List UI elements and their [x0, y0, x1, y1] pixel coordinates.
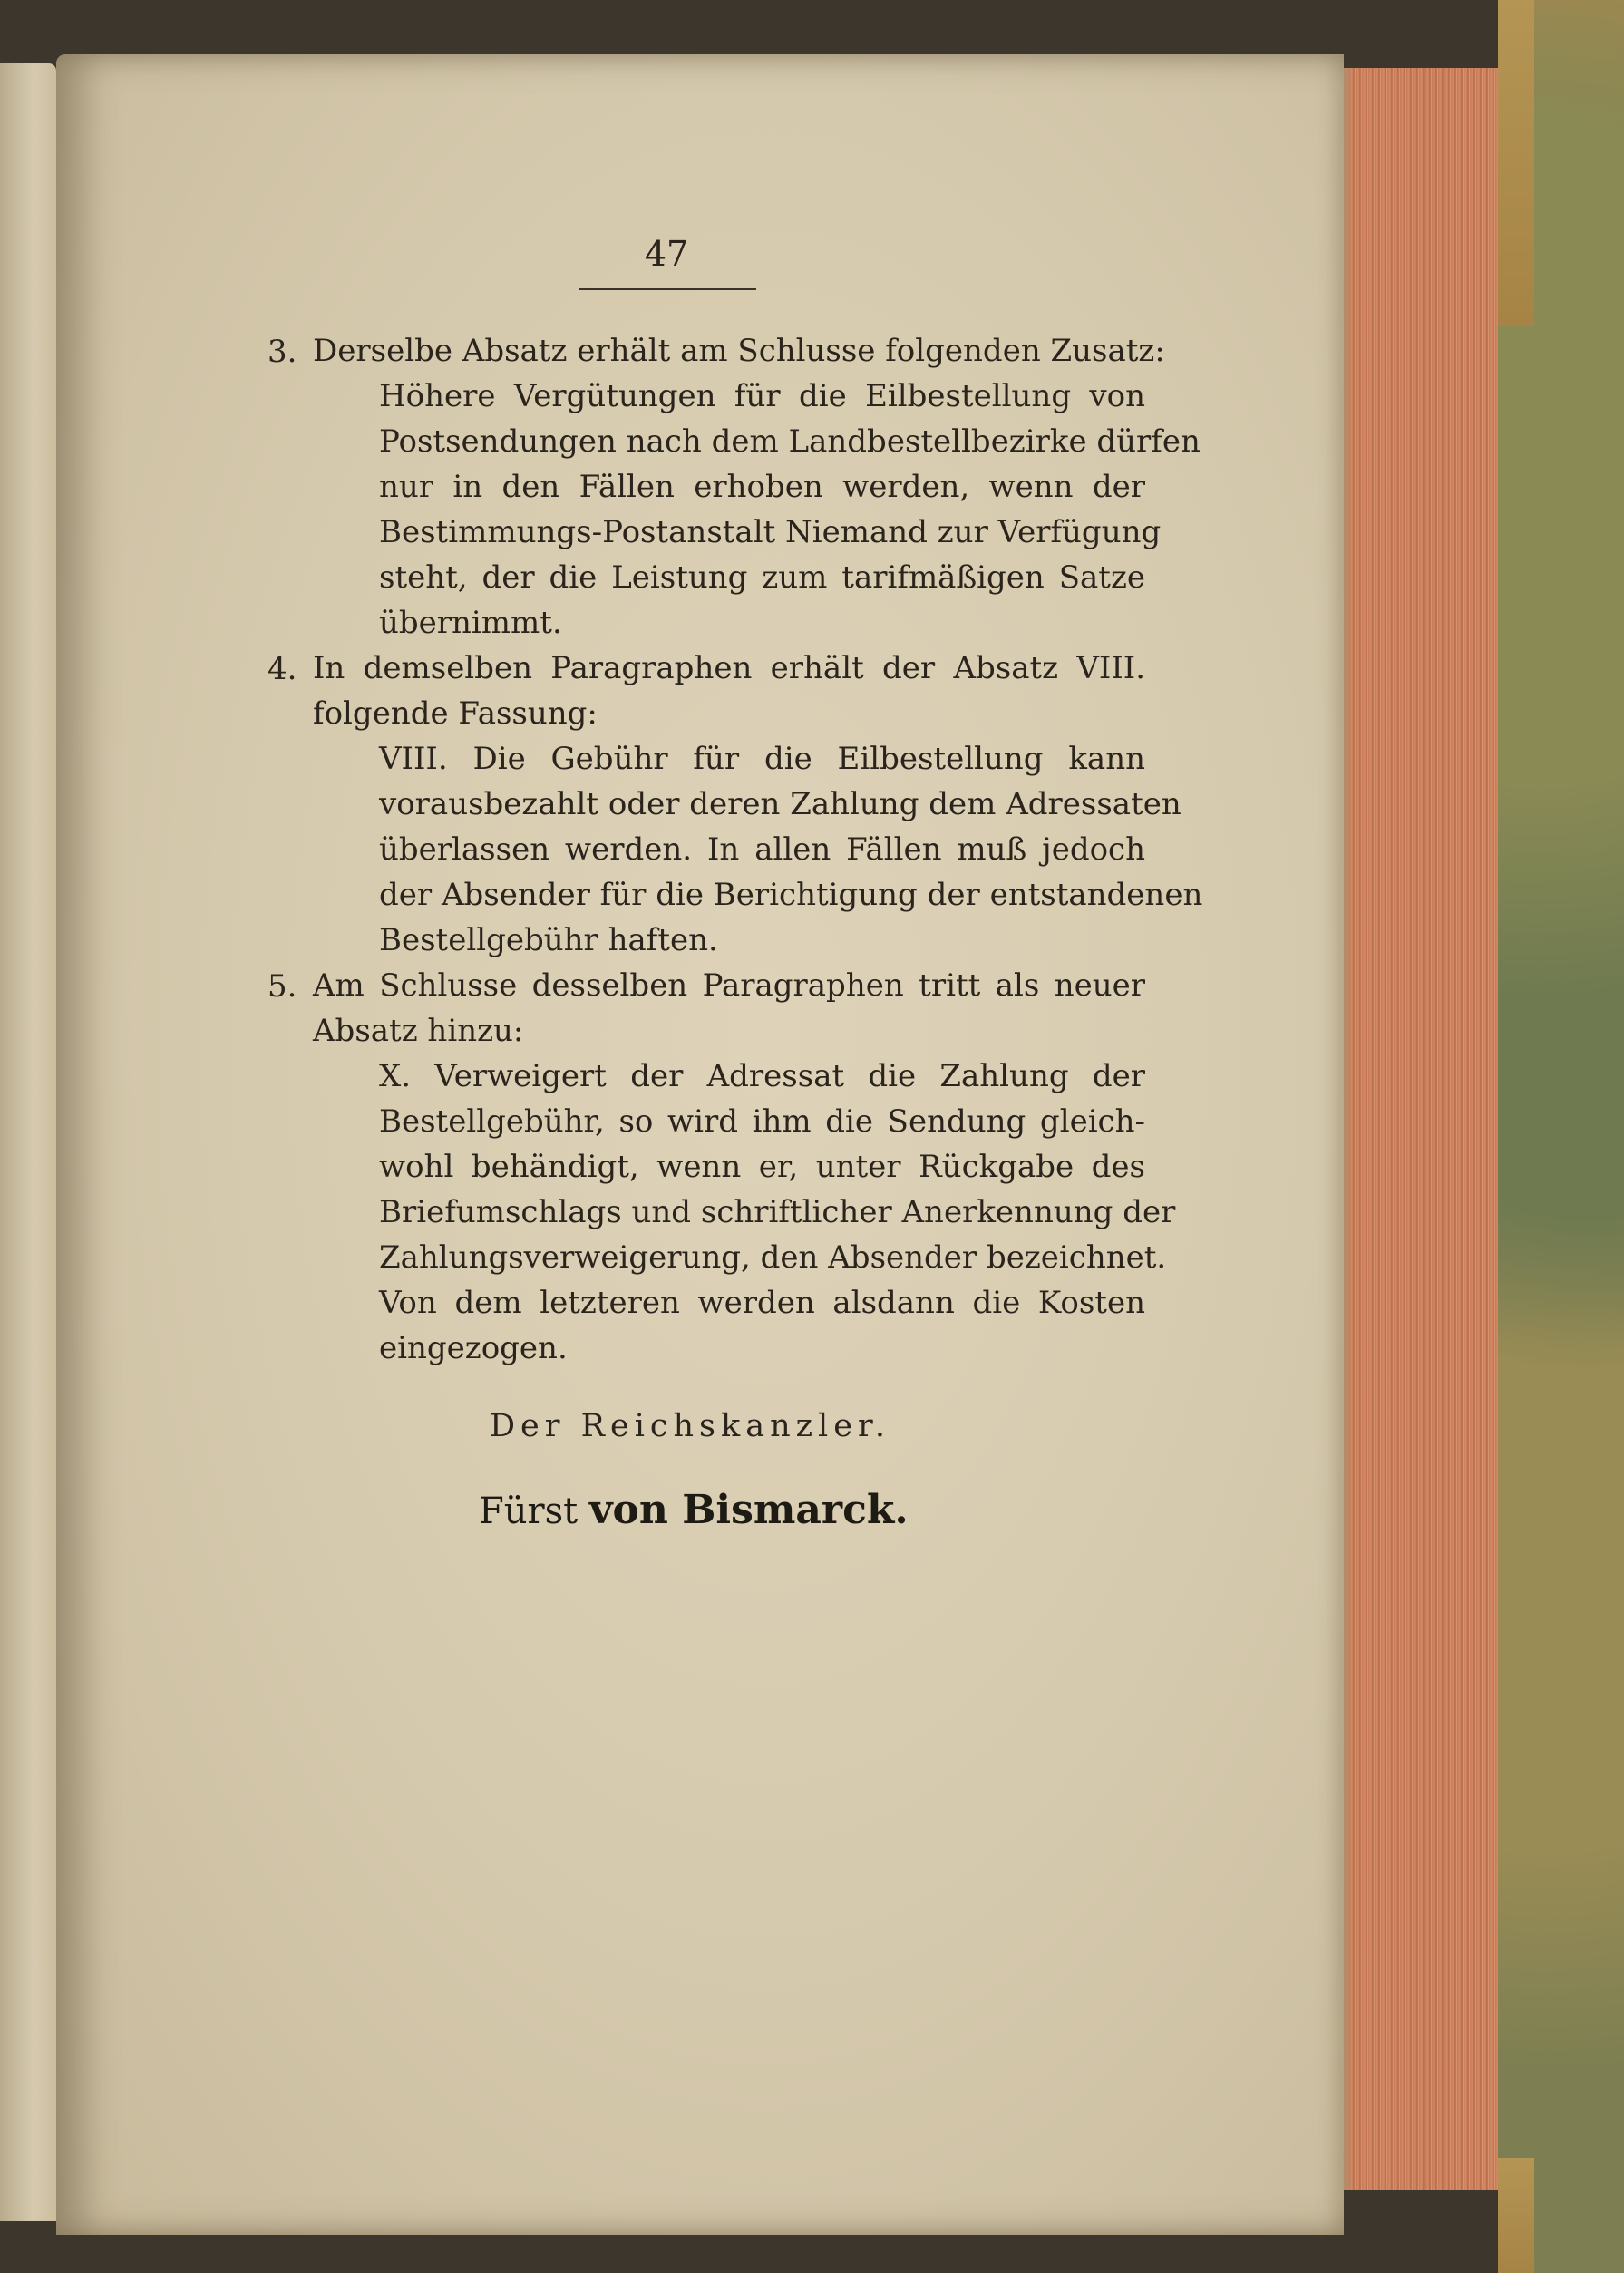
item-number: 5. — [267, 968, 297, 1005]
quote-line: X. Verweigert der Adressat die Zahlung der — [379, 1058, 1145, 1094]
cover-leather-corner-bottom — [1498, 2158, 1534, 2273]
signature-prefix: Fürst — [479, 1491, 579, 1532]
signature-surname: von Bismarck. — [588, 1487, 909, 1533]
page-block-edges — [1344, 68, 1503, 2190]
signature-title: Der Reichskanzler. — [490, 1408, 890, 1444]
quote-line: eingezogen. — [379, 1330, 568, 1366]
item-text-line: Derselbe Absatz erhält am Schlusse folgenden Zusatz: — [313, 333, 1165, 369]
quote-line: übernimmt. — [379, 605, 562, 641]
item-text-line: Absatz hinzu: — [313, 1013, 524, 1049]
quote-line: Bestellgebühr haften. — [379, 922, 718, 958]
item-text-line: Am Schlusse desselben Paragraphen tritt als neuer — [313, 967, 1145, 1004]
quote-line: vorausbezahlt oder deren Zahlung dem Adressaten — [379, 786, 1182, 822]
page-number: 47 — [644, 234, 689, 274]
cover-leather-corner-top — [1498, 0, 1534, 326]
item-text-line: folgende Fassung: — [313, 695, 598, 732]
quote-line: Bestellgebühr, so wird ihm die Sendung gleich- — [379, 1103, 1145, 1140]
previous-page-edge — [0, 63, 56, 2221]
quote-line: nur in den Fällen erhoben werden, wenn der — [379, 469, 1145, 505]
signature-name — [479, 1487, 909, 1533]
quote-line: steht, der die Leistung zum tarifmäßigen Satze — [379, 559, 1145, 596]
quote-line: Von dem letzteren werden alsdann die Kosten — [379, 1285, 1145, 1321]
quote-line: der Absender für die Berichtigung der entstandenen — [379, 877, 1203, 913]
header-rule — [579, 288, 756, 290]
quote-line: Zahlungsverweigerung, den Absender bezeichnet. — [379, 1239, 1167, 1276]
item-text-line: In demselben Paragraphen erhält der Absatz VIII. — [313, 650, 1145, 686]
quote-line: Briefumschlags und schriftlicher Anerkennung der — [379, 1194, 1176, 1230]
quote-line: Bestimmungs-Postanstalt Niemand zur Verfügung — [379, 514, 1162, 550]
quote-line: überlassen werden. In allen Fällen muß jedoch — [379, 831, 1145, 868]
quote-line: VIII. Die Gebühr für die Eilbestellung kann — [379, 741, 1145, 777]
item-number: 3. — [267, 334, 297, 370]
marbled-cover — [1498, 0, 1624, 2273]
quote-line: Höhere Vergütungen für die Eilbestellung von — [379, 378, 1145, 414]
quote-line: Postsendungen nach dem Landbestellbezirke dürfen — [379, 423, 1201, 460]
quote-line: wohl behändigt, wenn er, unter Rückgabe des — [379, 1149, 1145, 1185]
item-number: 4. — [267, 651, 297, 687]
